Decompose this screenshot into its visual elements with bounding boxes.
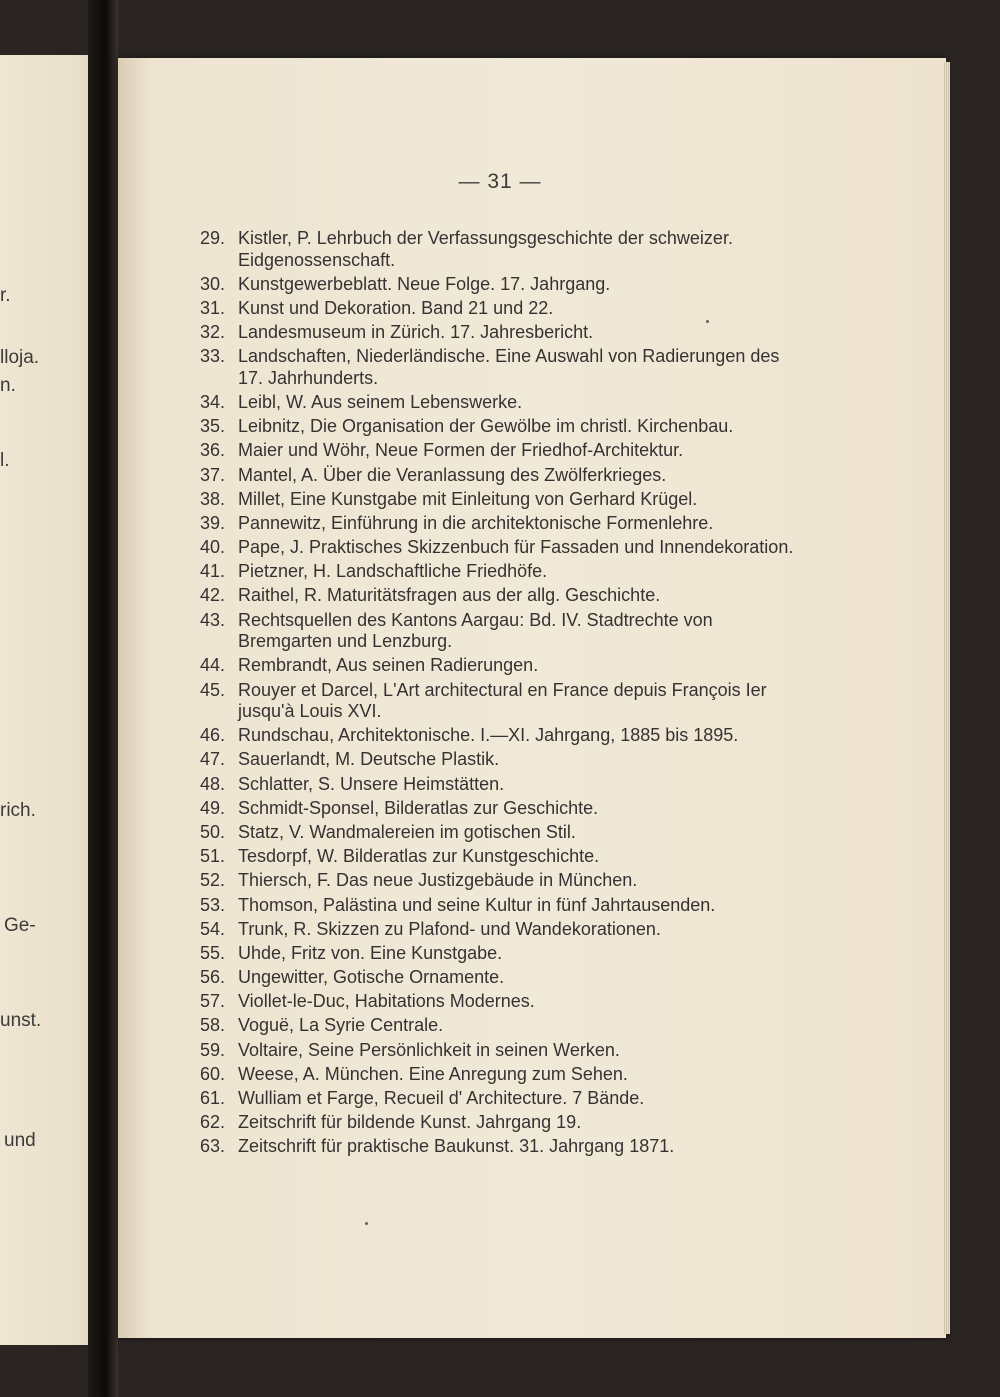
bibliography-entry — [200, 489, 800, 511]
entry-text: Landschaften, Niederländische. Eine Auswahl von Radierungen des 17. Jahrhunderts. — [238, 346, 780, 388]
bibliography-entry — [200, 440, 800, 462]
bibliography-entry — [200, 1064, 800, 1086]
entry-number: 39. — [200, 512, 226, 533]
entry-number: 33. — [200, 346, 226, 367]
left-page-fragment: und — [4, 1130, 36, 1151]
entry-number: 52. — [200, 870, 226, 891]
entry-text: Rembrandt, Aus seinen Radierungen. — [238, 655, 539, 676]
left-page-fragment: Ge- — [4, 915, 36, 936]
entry-text: Landesmuseum in Zürich. 17. Jahresbericht. — [238, 322, 594, 343]
entry-text: Millet, Eine Kunstgabe mit Einleitung von Gerhard Krügel. — [238, 488, 698, 509]
left-page-fragment: lloja. — [0, 347, 40, 368]
book-gutter — [88, 0, 118, 1397]
entry-text: Kunst und Dekoration. Band 21 und 22. — [238, 297, 554, 318]
entry-text: Leibl, W. Aus seinem Lebenswerke. — [238, 391, 523, 412]
entry-text: Thiersch, F. Das neue Justizgebäude in München. — [238, 870, 638, 891]
entry-number: 45. — [200, 679, 226, 700]
entry-text: Maier und Wöhr, Neue Formen der Friedhof-Architektur. — [238, 440, 684, 461]
bibliography-entry — [200, 943, 800, 965]
entry-text: Statz, V. Wandmalereien im gotischen Stil. — [238, 821, 576, 842]
bibliography-entry — [200, 895, 800, 917]
entry-text: Schlatter, S. Unsere Heimstätten. — [238, 773, 505, 794]
bibliography-entry — [200, 537, 800, 559]
bibliography-entry — [200, 1136, 800, 1158]
entry-number: 29. — [200, 228, 226, 248]
entry-text: Weese, A. München. Eine Anregung zum Sehen. — [238, 1063, 628, 1084]
bibliography-entry — [200, 322, 800, 344]
entry-number: 40. — [200, 537, 226, 558]
bibliography-entry — [200, 680, 800, 723]
bibliography-entry — [200, 919, 800, 941]
entry-number: 61. — [200, 1088, 226, 1108]
entry-text: Kunstgewerbeblatt. Neue Folge. 17. Jahrgang. — [238, 273, 611, 294]
entry-number: 43. — [200, 609, 226, 630]
entry-text: Trunk, R. Skizzen zu Plafond- und Wandekorationen. — [238, 918, 661, 939]
entry-text: Thomson, Palästina und seine Kultur in fünf Jahrtausenden. — [238, 894, 716, 915]
entry-number: 34. — [200, 391, 226, 412]
left-page-fragment: n. — [0, 375, 16, 396]
ink-speck — [706, 320, 709, 323]
entry-text: Pietzner, H. Landschaftliche Friedhöfe. — [238, 561, 548, 582]
entry-text: Rechtsquellen des Kantons Aargau: Bd. IV. Stadtrechte von Bremgarten und Lenzburg. — [238, 609, 713, 652]
entry-text: Tesdorpf, W. Bilderatlas zur Kunstgeschichte. — [238, 846, 600, 867]
entry-number: 63. — [200, 1136, 226, 1157]
entry-number: 35. — [200, 416, 226, 437]
bibliography-entry — [200, 228, 800, 271]
left-page-fragment: l. — [0, 450, 10, 471]
bibliography-entry — [200, 513, 800, 535]
bibliography-entry — [200, 870, 800, 892]
left-page-fragment: r. — [0, 285, 11, 306]
bibliography-entry — [200, 1040, 800, 1062]
entry-number: 44. — [200, 655, 226, 676]
bibliography-entry — [200, 610, 800, 653]
ink-speck — [365, 1222, 368, 1225]
bibliography-entry — [200, 392, 800, 414]
page-number: — 31 — — [458, 170, 542, 193]
entry-text: Rouyer et Darcel, L'Art architectural en France depuis François Ier jusqu'à Louis XVI. — [238, 679, 767, 721]
entry-number: 36. — [200, 440, 226, 461]
entry-number: 30. — [200, 273, 226, 294]
entry-number: 60. — [200, 1063, 226, 1084]
entry-text: Viollet-le-Duc, Habitations Modernes. — [238, 991, 535, 1012]
bibliography-entry — [200, 1112, 800, 1134]
entry-number: 59. — [200, 1039, 226, 1060]
entry-number: 32. — [200, 322, 226, 343]
entry-text: Wulliam et Farge, Recueil d' Architecture. 7 Bände. — [238, 1088, 645, 1108]
bibliography-entry — [200, 725, 800, 747]
entry-number: 56. — [200, 967, 226, 988]
entry-number: 62. — [200, 1112, 226, 1133]
entry-text: Mantel, A. Über die Veranlassung des Zwölferkrieges. — [238, 464, 667, 485]
bibliography-entry — [200, 822, 800, 844]
entry-text: Voguë, La Syrie Centrale. — [238, 1015, 444, 1036]
left-page-fragment: rich. — [0, 800, 36, 821]
entry-text: Raithel, R. Maturitätsfragen aus der allg. Geschichte. — [238, 585, 661, 606]
bibliography-entry — [200, 346, 800, 389]
page-edge — [944, 62, 950, 1334]
entry-number: 49. — [200, 797, 226, 818]
bibliography-entry — [200, 1088, 800, 1110]
entry-text: Schmidt-Sponsel, Bilderatlas zur Geschichte. — [238, 797, 599, 818]
entry-text: Sauerlandt, M. Deutsche Plastik. — [238, 749, 500, 770]
entry-number: 31. — [200, 297, 226, 318]
entry-number: 38. — [200, 488, 226, 509]
entry-number: 47. — [200, 749, 226, 770]
entry-number: 46. — [200, 725, 226, 746]
bibliography-entry — [200, 561, 800, 583]
entry-text: Pannewitz, Einführung in die architektonische Formenlehre. — [238, 512, 714, 533]
bibliography-entry — [200, 416, 800, 438]
bibliography-entry — [200, 465, 800, 487]
entry-text: Voltaire, Seine Persönlichkeit in seinen Werken. — [238, 1039, 620, 1060]
entry-number: 48. — [200, 773, 226, 794]
entry-text: Zeitschrift für bildende Kunst. Jahrgang 19. — [238, 1112, 582, 1133]
entry-number: 41. — [200, 561, 226, 582]
bibliography-entry — [200, 298, 800, 320]
entry-number: 55. — [200, 942, 226, 963]
entry-number: 54. — [200, 918, 226, 939]
entry-text: Kistler, P. Lehrbuch der Verfassungsgeschichte der schweizer. Eidgenossenschaft. — [238, 228, 733, 270]
entry-text: Rundschau, Architektonische. I.—XI. Jahrgang, 1885 bis 1895. — [238, 725, 739, 746]
bibliography-list — [200, 228, 800, 1161]
entry-number: 57. — [200, 991, 226, 1012]
bibliography-entry — [200, 846, 800, 868]
entry-text: Zeitschrift für praktische Baukunst. 31. Jahrgang 1871. — [238, 1136, 675, 1157]
entry-text: Leibnitz, Die Organisation der Gewölbe im christl. Kirchenbau. — [238, 416, 734, 437]
bibliography-entry — [200, 585, 800, 607]
entry-text: Ungewitter, Gotische Ornamente. — [238, 967, 505, 988]
entry-number: 50. — [200, 821, 226, 842]
bibliography-entry — [200, 991, 800, 1013]
entry-number: 53. — [200, 894, 226, 915]
left-page-fragment: unst. — [0, 1010, 42, 1031]
bibliography-entry — [200, 749, 800, 771]
bibliography-entry — [200, 774, 800, 796]
entry-number: 42. — [200, 585, 226, 606]
entry-number: 51. — [200, 846, 226, 867]
bibliography-entry — [200, 1015, 800, 1037]
entry-number: 58. — [200, 1015, 226, 1036]
bibliography-entry — [200, 967, 800, 989]
entry-number: 37. — [200, 464, 226, 485]
bibliography-entry — [200, 798, 800, 820]
entry-text: Pape, J. Praktisches Skizzenbuch für Fassaden und Innendekoration. — [238, 537, 794, 558]
entry-text: Uhde, Fritz von. Eine Kunstgabe. — [238, 942, 503, 963]
bibliography-entry — [200, 274, 800, 296]
bibliography-entry — [200, 655, 800, 677]
